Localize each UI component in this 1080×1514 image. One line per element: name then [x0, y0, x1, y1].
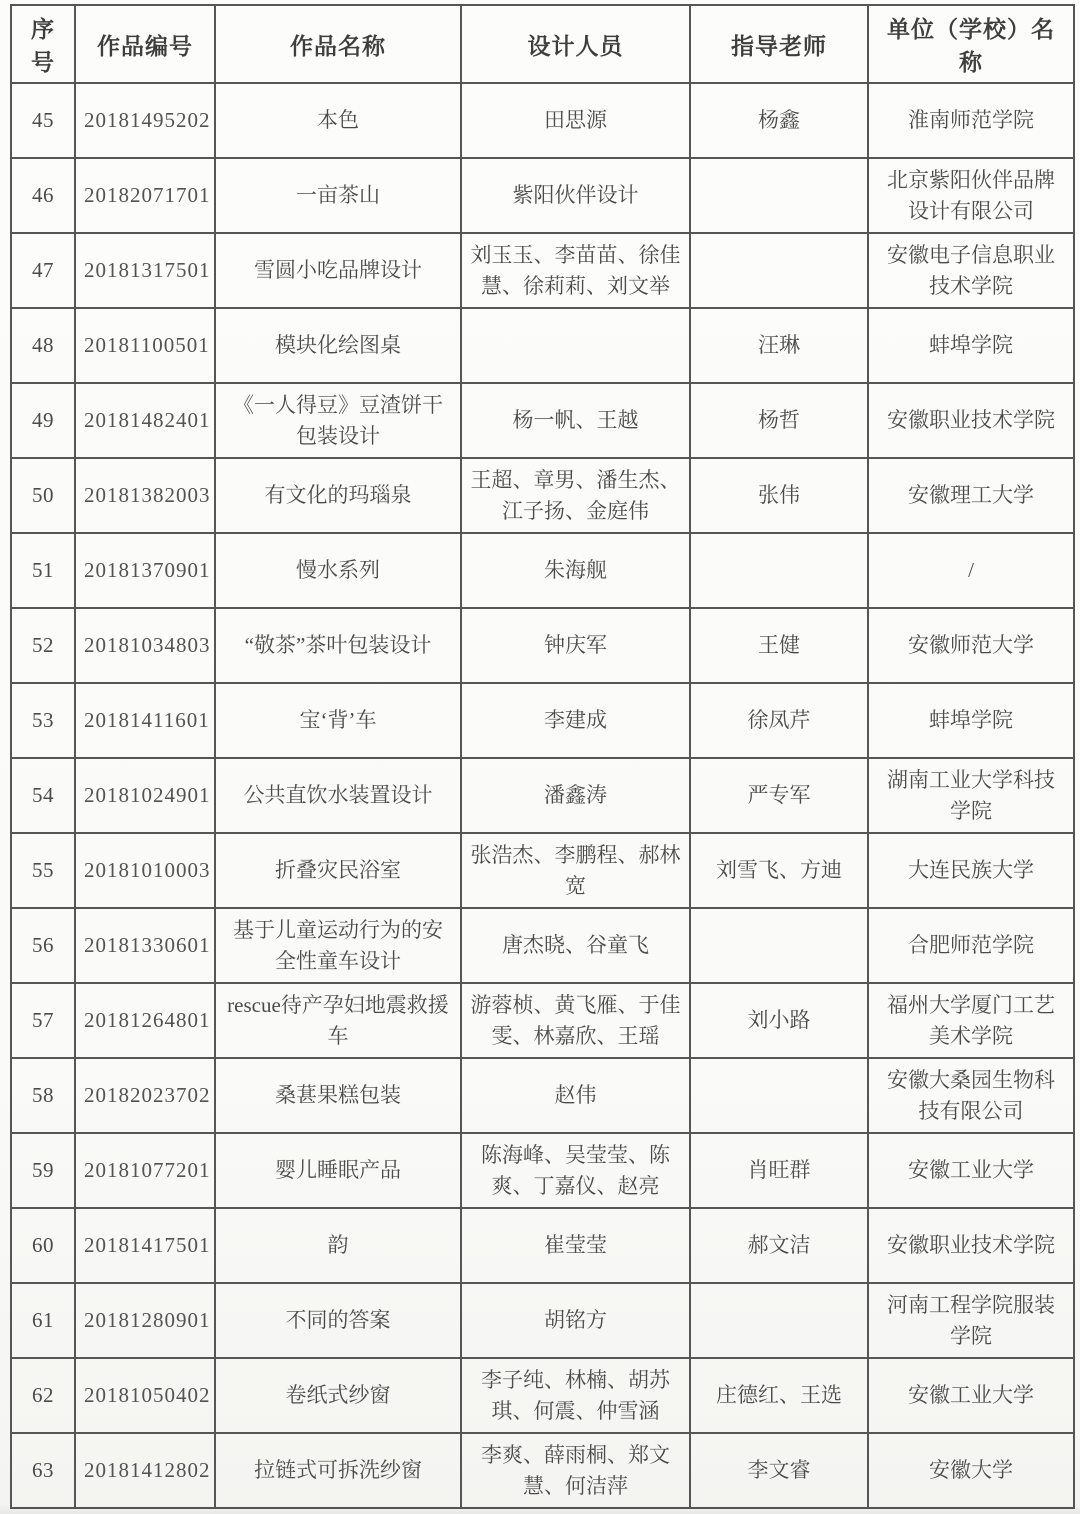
table-row	[11, 758, 1074, 833]
table-row	[11, 383, 1074, 458]
cell-advisor	[690, 533, 868, 608]
cell-index: 46	[11, 158, 75, 233]
cell-work-title: 折叠灾民浴室	[215, 833, 461, 908]
cell-work-id: 20181100501	[75, 308, 215, 383]
cell-index: 56	[11, 908, 75, 983]
cell-advisor: 杨鑫	[690, 83, 868, 158]
cell-work-id: 20181382003	[75, 458, 215, 533]
cell-advisor	[690, 908, 868, 983]
cell-work-title: 拉链式可拆洗纱窗	[215, 1433, 461, 1508]
cell-work-title: 一亩茶山	[215, 158, 461, 233]
cell-index: 53	[11, 683, 75, 758]
cell-organization: 大连民族大学	[868, 833, 1074, 908]
cell-designers: 刘玉玉、李苗苗、徐佳慧、徐莉莉、刘文举	[461, 233, 690, 308]
cell-index: 51	[11, 533, 75, 608]
cell-work-id: 20181280901	[75, 1283, 215, 1358]
cell-work-title: 公共直饮水装置设计	[215, 758, 461, 833]
cell-advisor: 郝文洁	[690, 1208, 868, 1283]
cell-advisor: 肖旺群	[690, 1133, 868, 1208]
cell-designers: 李子纯、林楠、胡苏琪、何震、仲雪涵	[461, 1358, 690, 1433]
cell-work-title: 有文化的玛瑙泉	[215, 458, 461, 533]
cell-advisor: 刘小路	[690, 983, 868, 1058]
cell-work-id: 20181417501	[75, 1208, 215, 1283]
cell-work-id: 20181024901	[75, 758, 215, 833]
cell-work-id: 20181077201	[75, 1133, 215, 1208]
cell-advisor	[690, 1058, 868, 1133]
table-row	[11, 833, 1074, 908]
cell-work-title: 婴儿睡眠产品	[215, 1133, 461, 1208]
cell-advisor: 李文睿	[690, 1433, 868, 1508]
cell-organization: 安徽工业大学	[868, 1358, 1074, 1433]
table-row	[11, 1058, 1074, 1133]
cell-index: 62	[11, 1358, 75, 1433]
table-row	[11, 308, 1074, 383]
cell-index: 61	[11, 1283, 75, 1358]
table-row	[11, 1208, 1074, 1283]
cell-index: 45	[11, 83, 75, 158]
table-row	[11, 983, 1074, 1058]
table-row	[11, 1358, 1074, 1433]
cell-designers: 钟庆军	[461, 608, 690, 683]
cell-organization: /	[868, 533, 1074, 608]
cell-designers: 潘鑫涛	[461, 758, 690, 833]
cell-advisor: 张伟	[690, 458, 868, 533]
cell-designers: 朱海舰	[461, 533, 690, 608]
cell-work-title: 《一人得豆》豆渣饼干包装设计	[215, 383, 461, 458]
cell-work-id: 20181370901	[75, 533, 215, 608]
cell-index: 57	[11, 983, 75, 1058]
cell-designers	[461, 308, 690, 383]
column-header-organization: 单位（学校）名称	[868, 5, 1074, 83]
cell-index: 59	[11, 1133, 75, 1208]
table-row	[11, 83, 1074, 158]
cell-work-id: 20181264801	[75, 983, 215, 1058]
cell-work-title: 桑葚果糕包装	[215, 1058, 461, 1133]
cell-designers: 李爽、薛雨桐、郑文慧、何洁萍	[461, 1433, 690, 1508]
cell-work-title: 模块化绘图桌	[215, 308, 461, 383]
header-row	[11, 5, 1074, 83]
cell-designers: 唐杰晓、谷童飞	[461, 908, 690, 983]
cell-work-title: 基于儿童运动行为的安全性童车设计	[215, 908, 461, 983]
entries-table	[10, 4, 1075, 1509]
column-header-index: 序号	[11, 5, 75, 83]
cell-organization: 安徽理工大学	[868, 458, 1074, 533]
cell-organization: 安徽职业技术学院	[868, 1208, 1074, 1283]
cell-work-title: 宝‘背’车	[215, 683, 461, 758]
cell-work-id: 20181411601	[75, 683, 215, 758]
cell-work-title: “敬茶”茶叶包装设计	[215, 608, 461, 683]
cell-designers: 杨一帆、王越	[461, 383, 690, 458]
cell-index: 60	[11, 1208, 75, 1283]
column-header-work-title: 作品名称	[215, 5, 461, 83]
cell-work-id: 20181412802	[75, 1433, 215, 1508]
cell-advisor: 徐凤芹	[690, 683, 868, 758]
cell-designers: 王超、章男、潘生杰、江子扬、金庭伟	[461, 458, 690, 533]
cell-work-title: rescue待产孕妇地震救援车	[215, 983, 461, 1058]
cell-advisor: 汪琳	[690, 308, 868, 383]
cell-advisor: 杨哲	[690, 383, 868, 458]
cell-work-id: 20181495202	[75, 83, 215, 158]
cell-designers: 崔莹莹	[461, 1208, 690, 1283]
table-row	[11, 1433, 1074, 1508]
cell-work-id: 20181330601	[75, 908, 215, 983]
cell-index: 58	[11, 1058, 75, 1133]
table-row	[11, 908, 1074, 983]
cell-organization: 安徽工业大学	[868, 1133, 1074, 1208]
cell-work-id: 20181482401	[75, 383, 215, 458]
cell-work-id: 20182023702	[75, 1058, 215, 1133]
cell-advisor	[690, 233, 868, 308]
cell-designers: 赵伟	[461, 1058, 690, 1133]
table-row	[11, 1283, 1074, 1358]
cell-advisor	[690, 1283, 868, 1358]
cell-organization: 安徽师范大学	[868, 608, 1074, 683]
cell-work-id: 20181034803	[75, 608, 215, 683]
cell-advisor: 庄德红、王选	[690, 1358, 868, 1433]
cell-advisor: 王健	[690, 608, 868, 683]
table-row	[11, 533, 1074, 608]
cell-work-id: 20181010003	[75, 833, 215, 908]
cell-organization: 河南工程学院服装学院	[868, 1283, 1074, 1358]
table-row	[11, 233, 1074, 308]
cell-organization: 合肥师范学院	[868, 908, 1074, 983]
cell-index: 47	[11, 233, 75, 308]
cell-designers: 游蓉桢、黄飞雁、于佳雯、林嘉欣、王瑶	[461, 983, 690, 1058]
cell-designers: 胡铭方	[461, 1283, 690, 1358]
cell-designers: 田思源	[461, 83, 690, 158]
cell-work-title: 本色	[215, 83, 461, 158]
table-row	[11, 608, 1074, 683]
cell-organization: 湖南工业大学科技学院	[868, 758, 1074, 833]
cell-organization: 安徽电子信息职业技术学院	[868, 233, 1074, 308]
cell-index: 63	[11, 1433, 75, 1508]
cell-organization: 安徽职业技术学院	[868, 383, 1074, 458]
cell-advisor	[690, 158, 868, 233]
cell-advisor: 严专军	[690, 758, 868, 833]
cell-index: 50	[11, 458, 75, 533]
cell-work-id: 20181050402	[75, 1358, 215, 1433]
column-header-advisor: 指导老师	[690, 5, 868, 83]
cell-designers: 张浩杰、李鹏程、郝林宽	[461, 833, 690, 908]
cell-work-title: 卷纸式纱窗	[215, 1358, 461, 1433]
cell-organization: 安徽大桑园生物科技有限公司	[868, 1058, 1074, 1133]
cell-organization: 北京紫阳伙伴品牌设计有限公司	[868, 158, 1074, 233]
cell-designers: 陈海峰、吴莹莹、陈爽、丁嘉仪、赵亮	[461, 1133, 690, 1208]
cell-index: 49	[11, 383, 75, 458]
table-row	[11, 1133, 1074, 1208]
cell-organization: 蚌埠学院	[868, 683, 1074, 758]
cell-work-id: 20182071701	[75, 158, 215, 233]
cell-organization: 蚌埠学院	[868, 308, 1074, 383]
cell-work-id: 20181317501	[75, 233, 215, 308]
cell-designers: 李建成	[461, 683, 690, 758]
cell-organization: 安徽大学	[868, 1433, 1074, 1508]
cell-organization: 淮南师范学院	[868, 83, 1074, 158]
cell-organization: 福州大学厦门工艺美术学院	[868, 983, 1074, 1058]
cell-work-title: 慢水系列	[215, 533, 461, 608]
cell-advisor: 刘雪飞、方迪	[690, 833, 868, 908]
cell-work-title: 不同的答案	[215, 1283, 461, 1358]
cell-designers: 紫阳伙伴设计	[461, 158, 690, 233]
cell-work-title: 雪圆小吃品牌设计	[215, 233, 461, 308]
column-header-designers: 设计人员	[461, 5, 690, 83]
cell-index: 48	[11, 308, 75, 383]
table-row	[11, 458, 1074, 533]
cell-index: 54	[11, 758, 75, 833]
cell-index: 55	[11, 833, 75, 908]
cell-work-title: 韵	[215, 1208, 461, 1283]
table-row	[11, 683, 1074, 758]
table-row	[11, 158, 1074, 233]
column-header-work-id: 作品编号	[75, 5, 215, 83]
cell-index: 52	[11, 608, 75, 683]
